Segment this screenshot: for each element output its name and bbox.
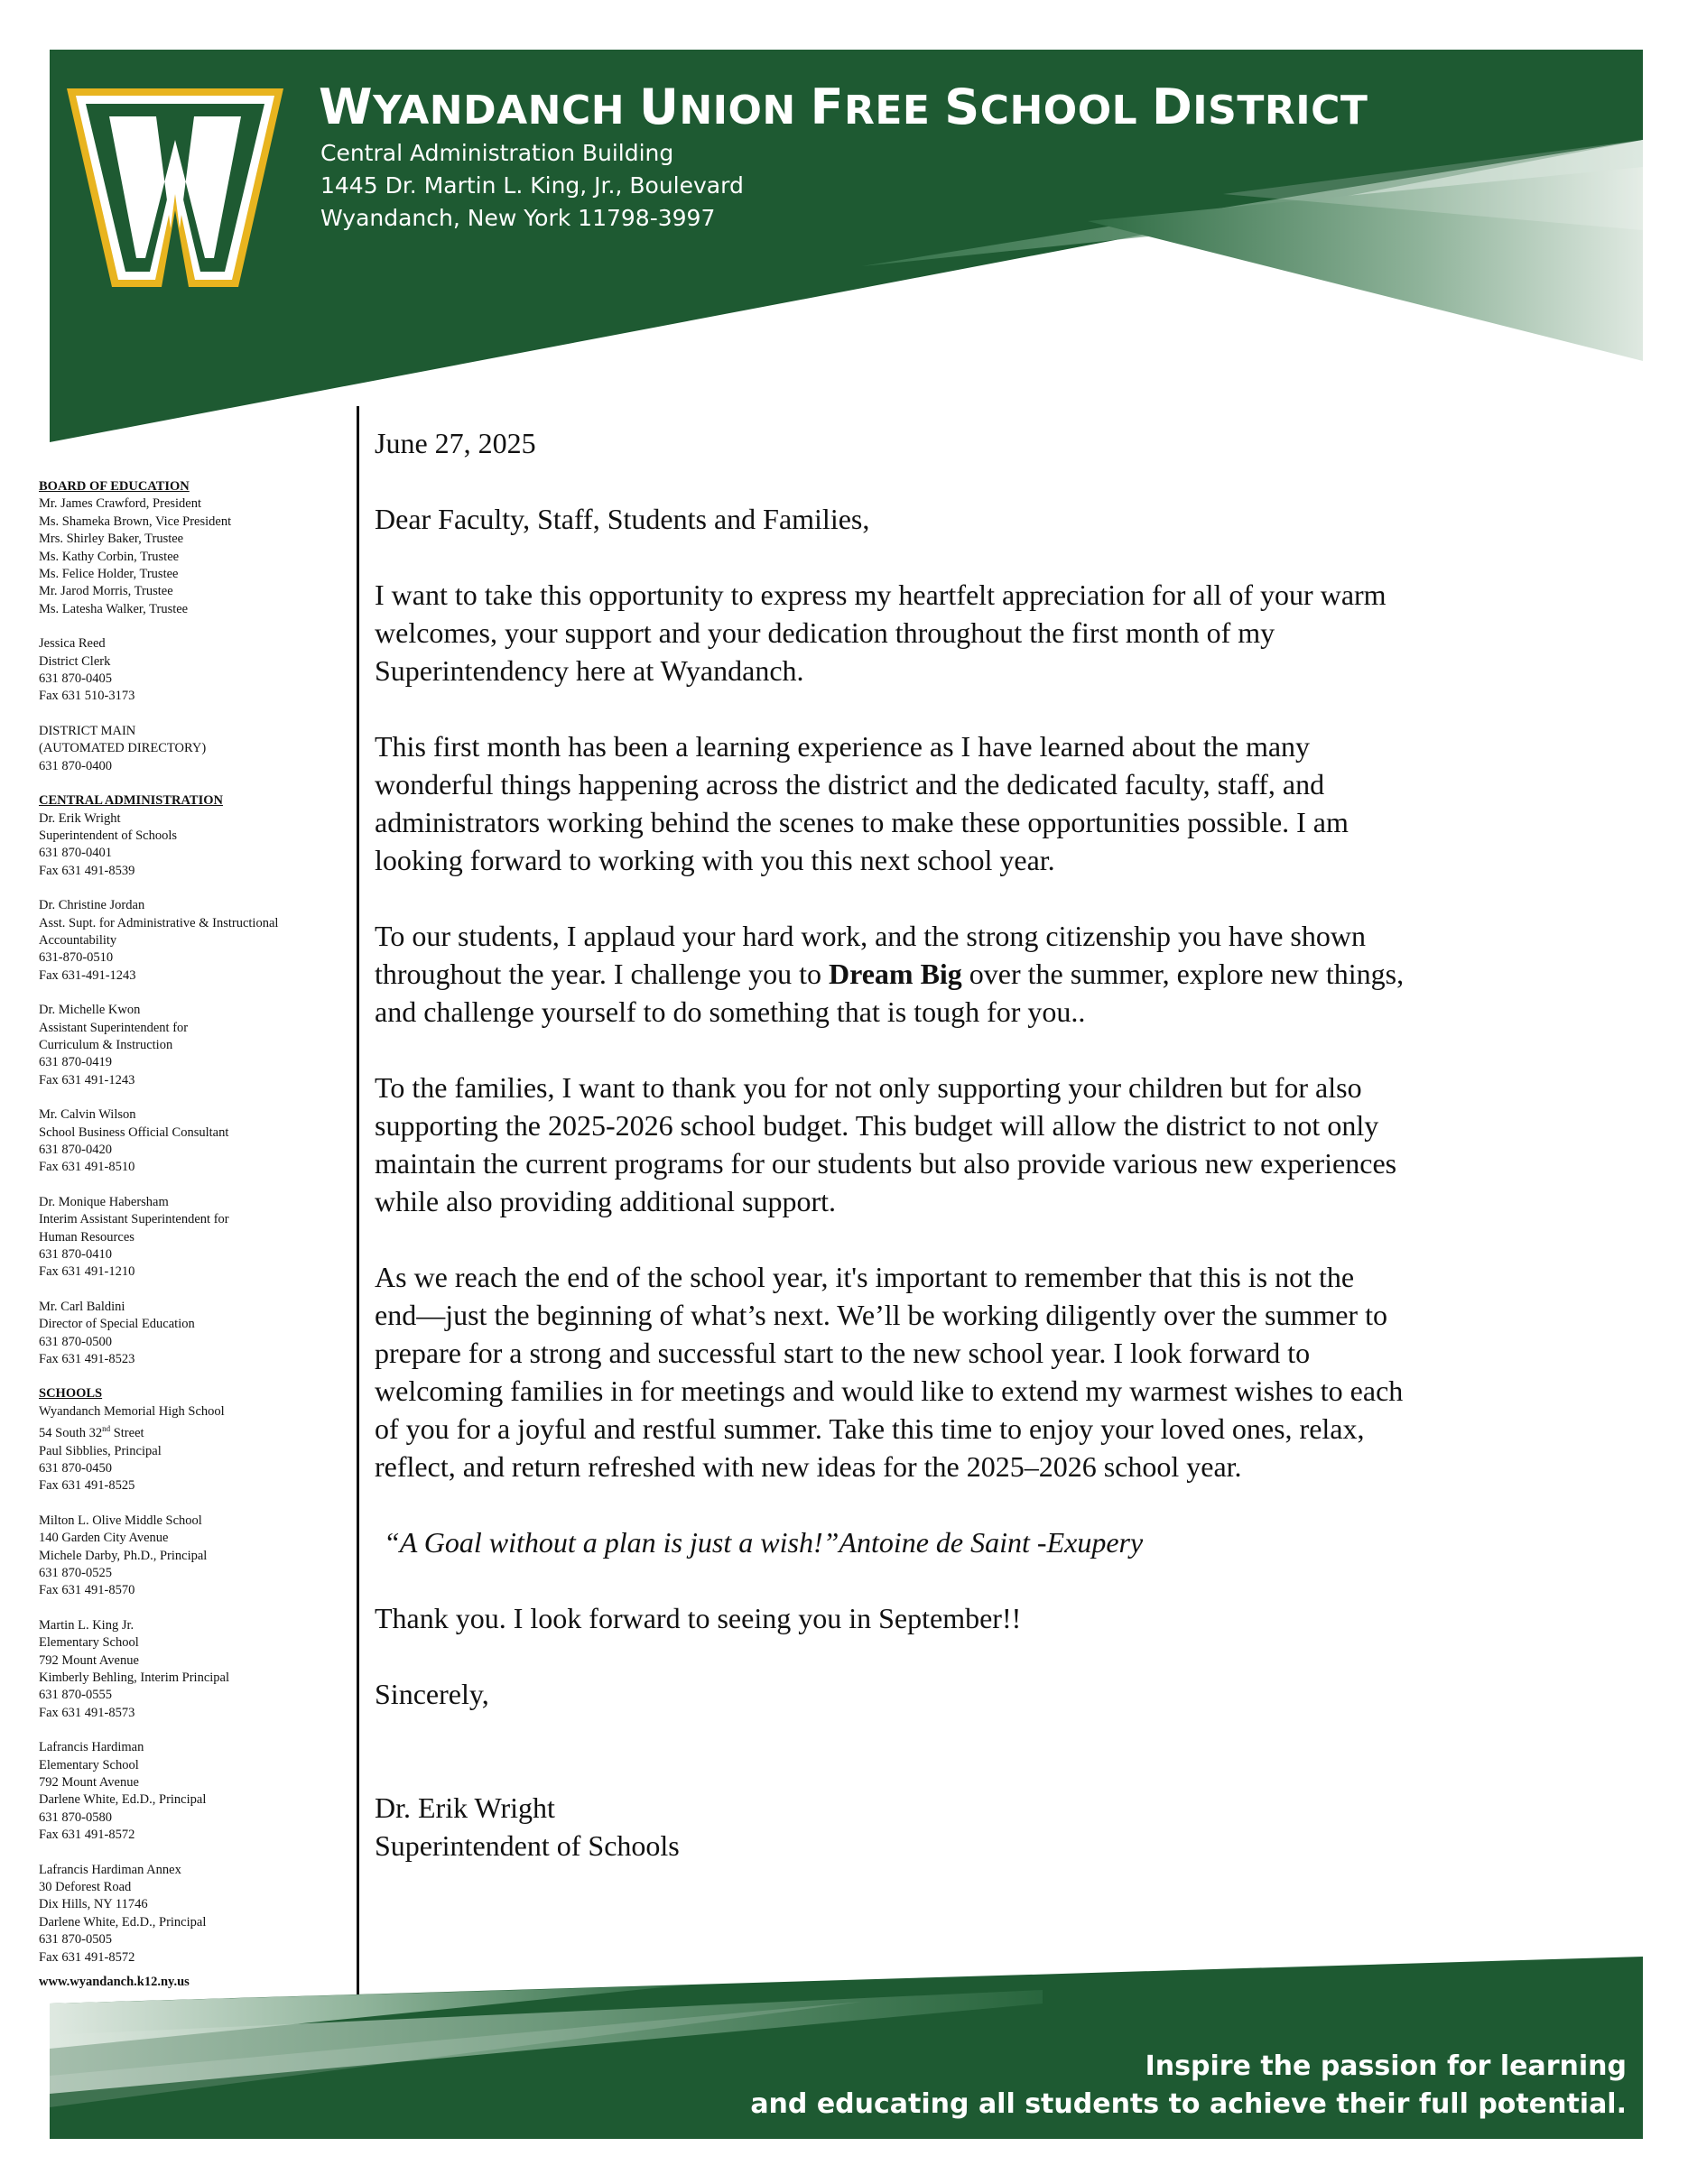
- paragraph-line: welcomes, your support and your dedication throughout the first month of my: [375, 616, 1275, 649]
- admin-line: Mr. Calvin Wilson: [39, 1107, 136, 1123]
- clerk-line: Fax 631 510-3173: [39, 689, 135, 704]
- admin-line: School Business Official Consultant: [39, 1124, 229, 1140]
- paragraph-line: and challenge yourself to do something that is tough for you..: [375, 995, 1086, 1028]
- admin-line: Fax 631 491-8539: [39, 863, 135, 878]
- school-line: Milton L. Olive Middle School: [39, 1513, 202, 1528]
- admin-line: Director of Special Education: [39, 1317, 195, 1332]
- board-member: Mr. James Crawford, President: [39, 496, 202, 512]
- school-line: Dix Hills, NY 11746: [39, 1897, 148, 1912]
- clerk-line: 631 870-0405: [39, 671, 112, 687]
- admin-line: Dr. Erik Wright: [39, 810, 121, 826]
- school-line: Fax 631 491-8573: [39, 1705, 135, 1720]
- district-logo: [62, 84, 288, 292]
- school-line: 631 870-0580: [39, 1809, 112, 1825]
- sidebar-directory: [39, 478, 328, 1991]
- school-line: 631 870-0450: [39, 1460, 112, 1476]
- admin-line: Fax 631 491-8510: [39, 1160, 135, 1175]
- school-line: Fax 631 491-8572: [39, 1949, 135, 1965]
- signer-name: Dr. Erik Wright: [375, 1791, 555, 1824]
- paragraph-line: of you for a joyful and restful summer. Take this time to enjoy your loved ones, relax,: [375, 1412, 1365, 1445]
- paragraph-line: As we reach the end of the school year, it's important to remember that this is not the: [375, 1261, 1355, 1293]
- closing: Sincerely,: [375, 1678, 489, 1710]
- letterhead-banner: [50, 50, 1643, 447]
- board-member: Ms. Latesha Walker, Trustee: [39, 601, 189, 616]
- paragraph: [375, 1258, 1584, 1485]
- paragraph-text: throughout the year. I challenge you to: [375, 958, 829, 990]
- paragraph-line: prepare for a strong and successful start to the new school year. I look forward to: [375, 1337, 1311, 1369]
- footer-banner: [50, 1949, 1643, 2139]
- admin-line: Fax 631 491-8523: [39, 1352, 135, 1367]
- admin-line: Fax 631 491-1210: [39, 1264, 135, 1280]
- admin-line: Interim Assistant Superintendent for: [39, 1212, 229, 1227]
- admin-line: Mr. Carl Baldini: [39, 1299, 125, 1314]
- school-line: 792 Mount Avenue: [39, 1775, 139, 1791]
- admin-line: 631 870-0401: [39, 846, 112, 861]
- paragraph-line: To our students, I applaud your hard work, and the strong citizenship you have shown: [375, 920, 1366, 952]
- district-main-line: 631 870-0400: [39, 758, 112, 773]
- admin-line: Dr. Christine Jordan: [39, 898, 145, 913]
- motto-line: and educating all students to achieve their full potential.: [750, 2088, 1627, 2120]
- school-line: Wyandanch Memorial High School: [39, 1403, 225, 1419]
- school-line: Fax 631 491-8570: [39, 1583, 135, 1598]
- admin-line: Curriculum & Instruction: [39, 1037, 173, 1052]
- district-main-line: (AUTOMATED DIRECTORY): [39, 741, 207, 756]
- paragraph-line: maintain the current programs for our students but also provide various new experiences: [375, 1147, 1397, 1180]
- salutation: Dear Faculty, Staff, Students and Families,: [375, 503, 870, 535]
- paragraph-line: supporting the 2025-2026 school budget. This budget will allow the district to not only: [375, 1109, 1379, 1142]
- admin-line: Human Resources: [39, 1229, 134, 1245]
- school-line: 631 870-0525: [39, 1565, 112, 1580]
- school-line: 140 Garden City Avenue: [39, 1531, 169, 1546]
- paragraph-line: looking forward to working with you this next school year.: [375, 844, 1055, 876]
- dream-big-emphasis: Dream Big: [828, 958, 962, 990]
- board-member: Mr. Jarod Morris, Trustee: [39, 584, 173, 599]
- district-name: WYANDANCH UNION FREE SCHOOL DISTRICT: [319, 79, 1368, 135]
- paragraph-line: while also providing additional support.: [375, 1185, 837, 1217]
- sidebar-divider: [357, 406, 359, 2020]
- board-member: Ms. Kathy Corbin, Trustee: [39, 549, 180, 564]
- paragraph-line: end—just the beginning of what’s next. We’ll be working diligently over the summer to: [375, 1299, 1387, 1331]
- paragraph-line: wonderful things happening across the district and the dedicated faculty, staff, and: [375, 768, 1325, 800]
- paragraph: [375, 576, 1584, 689]
- admin-line: Fax 631 491-1243: [39, 1072, 135, 1087]
- school-line: Elementary School: [39, 1635, 139, 1651]
- admin-line: Assistant Superintendent for: [39, 1020, 189, 1035]
- schools-heading: SCHOOLS: [39, 1386, 103, 1402]
- school-line: Kimberly Behling, Interim Principal: [39, 1670, 230, 1685]
- paragraph: [375, 727, 1584, 879]
- district-main-line: DISTRICT MAIN: [39, 723, 136, 738]
- board-heading: BOARD OF EDUCATION: [39, 479, 190, 494]
- clerk-line: Jessica Reed: [39, 636, 106, 652]
- motto-line: Inspire the passion for learning: [1145, 2050, 1627, 2082]
- paragraph: [375, 1069, 1584, 1220]
- school-line: 54 South 32nd Street: [39, 1424, 144, 1441]
- school-line: 631 870-0505: [39, 1932, 112, 1948]
- admin-line: 631-870-0510: [39, 950, 114, 966]
- school-line: Darlene White, Ed.D., Principal: [39, 1792, 207, 1808]
- board-member: Ms. Shameka Brown, Vice President: [39, 514, 232, 529]
- paragraph-line: Superintendency here at Wyandanch.: [375, 654, 804, 687]
- paragraph: [375, 917, 1584, 1031]
- address-line: 1445 Dr. Martin L. King, Jr., Boulevard: [320, 172, 744, 199]
- school-line: 30 Deforest Road: [39, 1880, 132, 1895]
- admin-line: Asst. Supt. for Administrative & Instructional: [39, 915, 279, 930]
- admin-line: Accountability: [39, 932, 117, 948]
- school-line: Martin L. King Jr.: [39, 1617, 134, 1633]
- board-member: Mrs. Shirley Baker, Trustee: [39, 532, 184, 547]
- school-line: 631 870-0555: [39, 1688, 112, 1703]
- paragraph-line: [375, 955, 1584, 993]
- address-line: Central Administration Building: [320, 140, 674, 166]
- paragraph-line: reflect, and return refreshed with new ideas for the 2025–2026 school year.: [375, 1450, 1242, 1483]
- school-line: Paul Sibblies, Principal: [39, 1443, 162, 1458]
- school-line: 792 Mount Avenue: [39, 1652, 139, 1668]
- paragraph-line: I want to take this opportunity to express my heartfelt appreciation for all of your warm: [375, 578, 1387, 611]
- paragraph-line: This first month has been a learning experience as I have learned about the many: [375, 730, 1311, 763]
- admin-line: 631 870-0500: [39, 1334, 112, 1349]
- admin-line: 631 870-0410: [39, 1247, 112, 1263]
- quote: “A Goal without a plan is just a wish!”Antoine de Saint -Exupery: [384, 1526, 1144, 1559]
- school-line: Fax 631 491-8525: [39, 1478, 135, 1494]
- admin-heading: CENTRAL ADMINISTRATION: [39, 793, 223, 809]
- address-line: Wyandanch, New York 11798-3997: [320, 205, 716, 231]
- signer-title: Superintendent of Schools: [375, 1829, 680, 1862]
- clerk-line: District Clerk: [39, 653, 111, 669]
- school-line: Elementary School: [39, 1757, 139, 1772]
- admin-line: Dr. Monique Habersham: [39, 1194, 169, 1209]
- school-line: Michele Darby, Ph.D., Principal: [39, 1548, 208, 1563]
- school-line: Darlene White, Ed.D., Principal: [39, 1914, 207, 1930]
- paragraph-line: administrators working behind the scenes to make these opportunities possible. I am: [375, 806, 1349, 838]
- school-line: Lafrancis Hardiman: [39, 1740, 144, 1755]
- school-line: Lafrancis Hardiman Annex: [39, 1862, 181, 1877]
- board-member: Ms. Felice Holder, Trustee: [39, 567, 179, 582]
- admin-line: Superintendent of Schools: [39, 828, 178, 843]
- admin-line: Dr. Michelle Kwon: [39, 1003, 141, 1018]
- letter-date: June 27, 2025: [375, 427, 536, 459]
- paragraph-line: To the families, I want to thank you for not only supporting your children but for also: [375, 1071, 1362, 1104]
- admin-line: 631 870-0419: [39, 1055, 112, 1070]
- paragraph-line: welcoming families in for meetings and would like to extend my warmest wishes to each: [375, 1374, 1404, 1407]
- school-line: Fax 631 491-8572: [39, 1828, 135, 1843]
- thank-you-line: Thank you. I look forward to seeing you in September!!: [375, 1602, 1022, 1634]
- website-link[interactable]: www.wyandanch.k12.ny.us: [39, 1975, 190, 1990]
- paragraph-text: over the summer, explore new things,: [961, 958, 1405, 990]
- admin-line: Fax 631-491-1243: [39, 967, 136, 983]
- admin-line: 631 870-0420: [39, 1143, 112, 1157]
